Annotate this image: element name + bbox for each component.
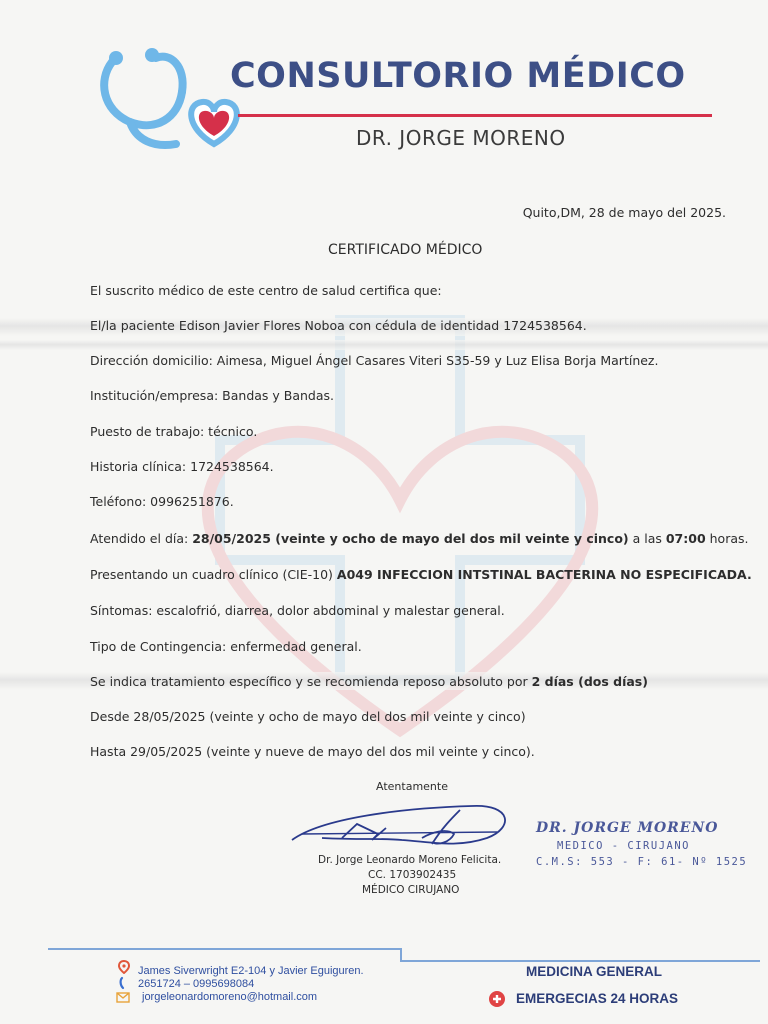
diagnosis-line — [90, 567, 752, 582]
document-date: Quito,DM, 28 de mayo del 2025. — [522, 205, 726, 220]
treatment-prefix: Se indica tratamiento específico y se recomienda reposo absoluto por — [90, 674, 532, 689]
cross-heart-watermark — [150, 300, 650, 760]
stamp-title: MEDICO - CIRUJANO — [557, 840, 690, 852]
patient-prefix: El/la paciente — [90, 318, 179, 333]
symptoms-line: Síntomas: escalofrió, diarrea, dolor abdominal y malestar general. — [90, 603, 505, 618]
service-general-medicine: MEDICINA GENERAL — [526, 964, 663, 979]
address-line: Dirección domicilio: Aimesa, Miguel Ángel Casares Viteri S35-59 y Luz Elisa Borja Martínez. — [90, 353, 659, 368]
attended-date: 28/05/2025 (veinte y ocho de mayo del dos mil veinte y cinco) — [192, 531, 629, 546]
phone-line: Teléfono: 0996251876. — [90, 494, 234, 509]
patient-name: Edison Javier Flores Noboa — [178, 318, 345, 333]
signer-cc: CC. 1703902435 — [368, 869, 457, 881]
footer-address: James Siverwright E2-104 y Javier Eguiguren. — [138, 965, 364, 977]
footer-divider-right — [400, 960, 760, 962]
footer-phones: 2651724 – 0995698084 — [138, 978, 255, 990]
signer-role: MÉDICO CIRUJANO — [362, 884, 460, 896]
service-emergencies: EMERGECIAS 24 HORAS — [516, 991, 679, 1006]
attended-mid: a las — [628, 531, 666, 546]
attended-prefix: Atendido el día: — [90, 531, 193, 546]
stamp-name: DR. JORGE MORENO — [536, 820, 719, 836]
location-pin-icon — [117, 960, 131, 974]
envelope-icon — [116, 990, 130, 1004]
certificate-title: CERTIFICADO MÉDICO — [328, 242, 483, 258]
to-line: Hasta 29/05/2025 (veinte y nueve de mayo del dos mil veinte y cinco). — [90, 744, 535, 759]
clinic-title: CONSULTORIO MÉDICO — [230, 56, 686, 96]
footer-email: jorgeleonardomoreno@hotmail.com — [142, 991, 318, 1003]
patient-line — [90, 318, 587, 333]
title-underline — [238, 114, 712, 117]
doctor-header-name: DR. JORGE MORENO — [356, 126, 566, 150]
contingency-line: Tipo de Contingencia: enfermedad general. — [90, 639, 362, 654]
patient-mid: con cédula de identidad — [344, 318, 504, 333]
emergency-icon — [488, 990, 506, 1008]
attended-time: 07:00 — [665, 531, 706, 546]
doctor-stamp — [536, 820, 748, 868]
treatment-line — [90, 674, 648, 689]
attended-line — [90, 531, 749, 546]
stethoscope-heart-logo-icon — [90, 40, 250, 160]
from-line: Desde 28/05/2025 (veinte y ocho de mayo del dos mil veinte y cinco) — [90, 709, 526, 724]
intro-line: El suscrito médico de este centro de salud certifica que: — [90, 283, 442, 298]
patient-id: 1724538564. — [503, 318, 587, 333]
rest-days: 2 días (dos días) — [531, 674, 648, 689]
job-line: Puesto de trabajo: técnico. — [90, 424, 258, 439]
signer-name: Dr. Jorge Leonardo Moreno Felicita. — [318, 854, 502, 866]
diagnosis-code: A049 INFECCION INTSTINAL BACTERINA NO ESPECIFICADA. — [336, 567, 752, 582]
handwritten-signature — [282, 798, 522, 858]
footer-divider — [48, 948, 400, 950]
institution-line: Institución/empresa: Bandas y Bandas. — [90, 388, 335, 403]
stamp-registration: C.M.S: 553 - F: 61- Nº 1525 — [536, 856, 748, 868]
closing-text: Atentamente — [376, 780, 448, 793]
diagnosis-prefix: Presentando un cuadro clínico (CIE-10) — [90, 567, 337, 582]
history-line: Historia clínica: 1724538564. — [90, 459, 274, 474]
attended-suffix: horas. — [705, 531, 749, 546]
phone-icon — [118, 976, 132, 990]
